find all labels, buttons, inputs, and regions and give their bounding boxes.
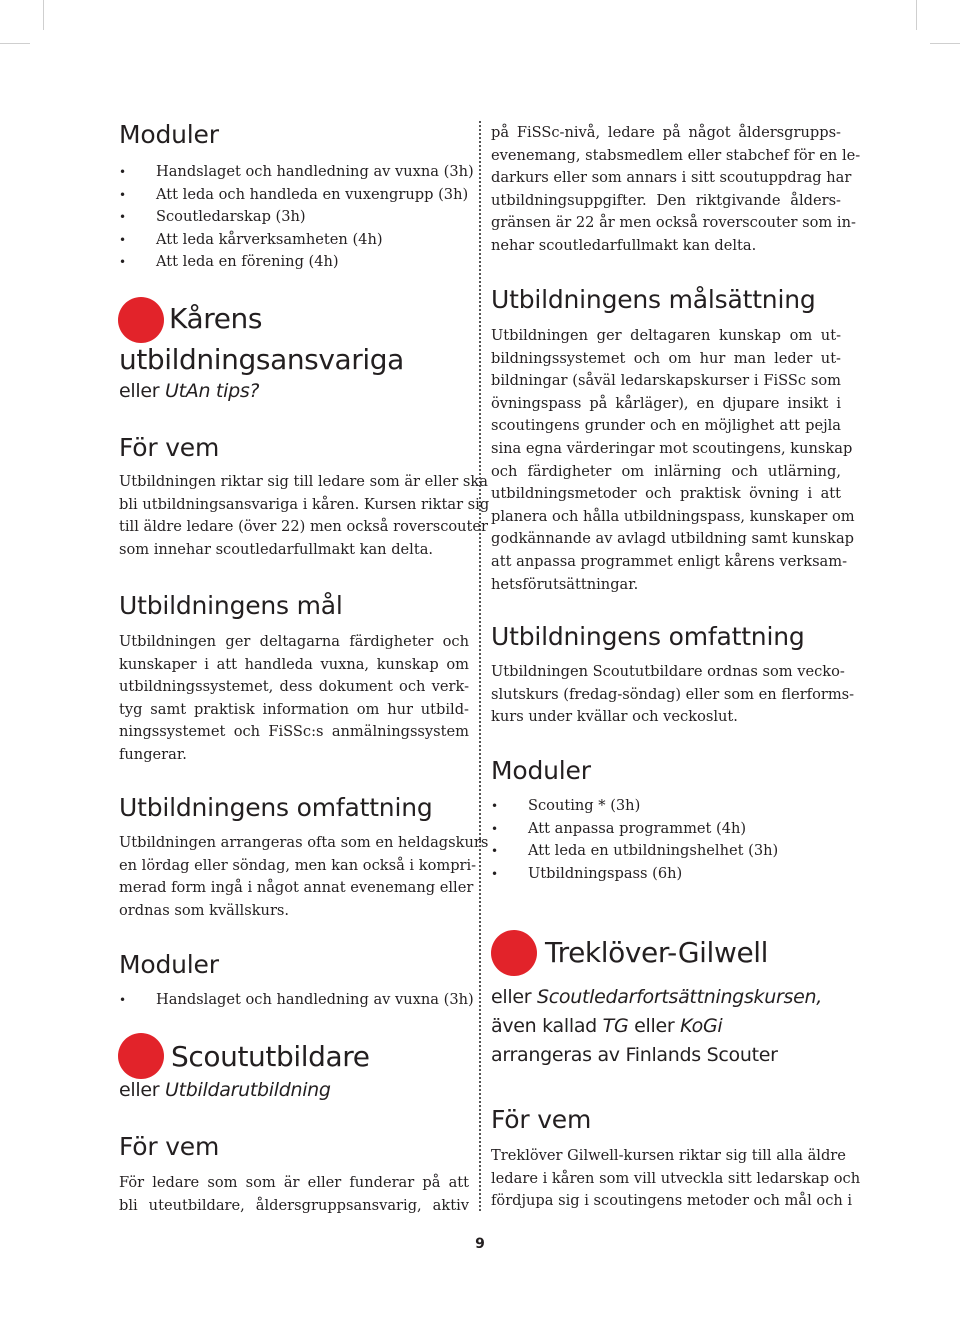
moduler-list-3: [491, 795, 778, 885]
text-line: godkännande av avlagd utbildning samt kunskap: [491, 530, 855, 548]
list-item-text: Att leda en utbildningshelhet (3h): [528, 842, 779, 860]
list-item: [119, 184, 474, 207]
red-circle-marker-3: [491, 930, 537, 976]
list-item: [491, 818, 778, 841]
list-item: [119, 989, 474, 1012]
list-item: [491, 795, 778, 818]
text-line: evenemang, stabsmedlem eller stabchef för en le-: [491, 146, 861, 164]
text-line: bli utbildningsansvariga i kåren. Kursen riktar sig: [119, 495, 490, 513]
bullet-icon: •: [119, 187, 127, 202]
bullet-icon: •: [119, 993, 127, 1007]
text-line: på FiSSc-nivå, ledare på något åldersgrupps-: [491, 124, 841, 141]
bullet-icon: •: [491, 821, 499, 836]
crop-mark-top-right-h: [930, 43, 960, 44]
text-line: bli uteutbildare, åldersgruppsansvarig, aktiv: [119, 1196, 469, 1214]
list-item: [119, 251, 474, 274]
utbildningens-omfattning-text: [119, 832, 489, 922]
list-item-text: Handslaget och handledning av vuxna (3h): [156, 163, 474, 180]
section-subtitle-treklover-2: även kallad TG eller KoGi: [491, 1015, 723, 1037]
for-vem-heading: För vem: [119, 433, 220, 462]
text-line: nehar scoutledarfullmakt kan delta.: [491, 236, 757, 254]
list-item: [491, 863, 778, 886]
list-item: [119, 229, 474, 252]
text-line: Utbildningen ger deltagaren kunskap om ut-: [491, 327, 841, 344]
list-item-text: Handslaget och handledning av vuxna (3h): [156, 991, 474, 1008]
text-line: Utbildningen ger deltagarna färdigheter och: [119, 633, 469, 650]
text-line: till äldre ledare (över 22) men också roverscouter: [119, 518, 489, 536]
column-divider: [479, 121, 481, 1211]
utbildningens-omfattning-text-2: [491, 661, 855, 729]
for-vem-text: [119, 471, 490, 561]
moduler-list: [119, 161, 474, 274]
text-line: övningspass på kårläger), en djupare insikt i: [491, 394, 841, 412]
moduler-heading-2: Moduler: [119, 950, 219, 979]
bullet-icon: •: [491, 799, 499, 813]
text-line: merad form ingå i något annat evenemang eller: [119, 879, 474, 897]
text-line: För ledare som som är eller funderar på att: [119, 1174, 469, 1191]
utbildningens-omfattning-heading: Utbildningens omfattning: [119, 793, 433, 822]
list-item: [491, 840, 778, 863]
section-title-treklover: Treklöver-Gilwell: [545, 936, 769, 969]
list-item-text: Scoutledarskap (3h): [156, 208, 306, 226]
section-subtitle-scoututbildare: eller Utbildarutbildning: [119, 1079, 331, 1101]
red-circle-marker: [118, 297, 164, 343]
for-vem-heading-2: För vem: [119, 1132, 220, 1161]
text-line: sina egna värderingar mot scoutingens, kunskap: [491, 439, 853, 457]
list-item-text: Att leda en förening (4h): [156, 253, 339, 271]
list-item-text: Att leda kårverksamheten (4h): [156, 230, 383, 248]
list-item-text: Att leda och handleda en vuxengrupp (3h): [156, 185, 469, 203]
text-line: fördjupa sig i scoutingens metoder och mål och i: [491, 1192, 853, 1210]
red-circle-marker-2: [118, 1033, 164, 1079]
text-line: planera och hålla utbildningspass, kunskaper om: [491, 507, 855, 525]
text-line: utbildningssystemet, dess dokument och verk-: [119, 678, 469, 696]
list-item-text: Utbildningspass (6h): [528, 864, 683, 882]
text-line: tyg samt praktisk information om hur utbild-: [119, 700, 469, 718]
text-line: gränsen är 22 år men också roverscouter som in-: [491, 214, 856, 232]
section-title-scoututbildare: Scoututbildare: [171, 1040, 370, 1073]
text-line: kurs under kvällar och veckoslut.: [491, 708, 738, 726]
list-item: [119, 161, 474, 184]
text-line: en lördag eller söndag, men kan också i kompri-: [119, 856, 477, 874]
bullet-icon: •: [491, 844, 499, 859]
crop-mark-top-left-h: [0, 43, 30, 44]
utbildningens-malsattning-text: [491, 325, 855, 596]
text-line: bildningssystemet och om hur man leder ut-: [491, 349, 841, 367]
text-line: kunskaper i att handleda vuxna, kunskap om: [119, 655, 469, 673]
bullet-icon: •: [491, 866, 499, 881]
text-line: som innehar scoutledarfullmakt kan delta.: [119, 540, 434, 558]
text-line: och färdigheter om inlärning och utlärning,: [491, 462, 841, 480]
text-line: hetsförutsättningar.: [491, 575, 639, 593]
for-vem-text-2: [119, 1172, 469, 1217]
list-item-text: Att anpassa programmet (4h): [528, 819, 747, 837]
list-item-text: Scouting * (3h): [528, 797, 641, 814]
text-line: Utbildningen riktar sig till ledare som är eller ska: [119, 473, 488, 490]
list-item: [119, 206, 474, 229]
utbildningens-malsattning-heading: Utbildningens målsättning: [491, 285, 816, 314]
text-line: ningssystemet och FiSSc:s anmälningssystem: [119, 723, 469, 741]
utbildningens-omfattning-heading-2: Utbildningens omfattning: [491, 622, 805, 651]
text-line: utbildningsuppgifter. Den riktgivande ålders-: [491, 191, 841, 209]
section-title-karens: Kårens: [169, 302, 263, 335]
text-line: utbildningsmetoder och praktisk övning i att: [491, 485, 841, 503]
for-vem-text-3: [491, 1145, 861, 1213]
bullet-icon: •: [119, 210, 127, 225]
text-line: darkurs eller som annars i sitt scoutuppdrag har: [491, 169, 852, 187]
continued-text: [491, 122, 861, 258]
section-subtitle-karens: eller UtAn tips?: [119, 380, 260, 402]
section-subtitle-treklover-3: arrangeras av Finlands Scouter: [491, 1044, 778, 1066]
text-line: fungerar.: [119, 745, 187, 763]
text-line: Utbildningen Scoututbildare ordnas som vecko-: [491, 663, 845, 680]
bullet-icon: •: [119, 232, 127, 247]
text-line: slutskurs (fredag-söndag) eller som en flerforms-: [491, 685, 855, 703]
text-line: scoutingens grunder och en möjlighet att pejla: [491, 417, 841, 435]
section-title-karens-line2: utbildningsansvariga: [119, 343, 404, 376]
moduler-list-2: [119, 989, 474, 1012]
section-subtitle-treklover-1: eller Scoutledarfortsättningskursen,: [491, 986, 822, 1008]
text-line: bildningar (såväl ledarskapskurser i FiSSc som: [491, 372, 841, 390]
for-vem-heading-3: För vem: [491, 1105, 592, 1134]
text-line: ordnas som kvällskurs.: [119, 901, 290, 919]
utbildningens-mal-text: [119, 631, 469, 767]
text-line: Utbildningen arrangeras ofta som en heldagskurs: [119, 834, 489, 851]
text-line: att anpassa programmet enligt kårens verksam-: [491, 552, 848, 570]
crop-mark-top-left: [43, 0, 44, 30]
text-line: Treklöver Gilwell-kursen riktar sig till alla äldre: [491, 1147, 846, 1164]
moduler-heading-3: Moduler: [491, 756, 591, 785]
text-line: ledare i kåren som vill utveckla sitt ledarskap och: [491, 1169, 861, 1187]
utbildningens-mal-heading: Utbildningens mål: [119, 591, 343, 620]
bullet-icon: •: [119, 165, 127, 179]
bullet-icon: •: [119, 255, 127, 270]
moduler-heading: Moduler: [119, 120, 219, 149]
crop-mark-top-right: [916, 0, 917, 30]
page-number: 9: [475, 1236, 485, 1252]
